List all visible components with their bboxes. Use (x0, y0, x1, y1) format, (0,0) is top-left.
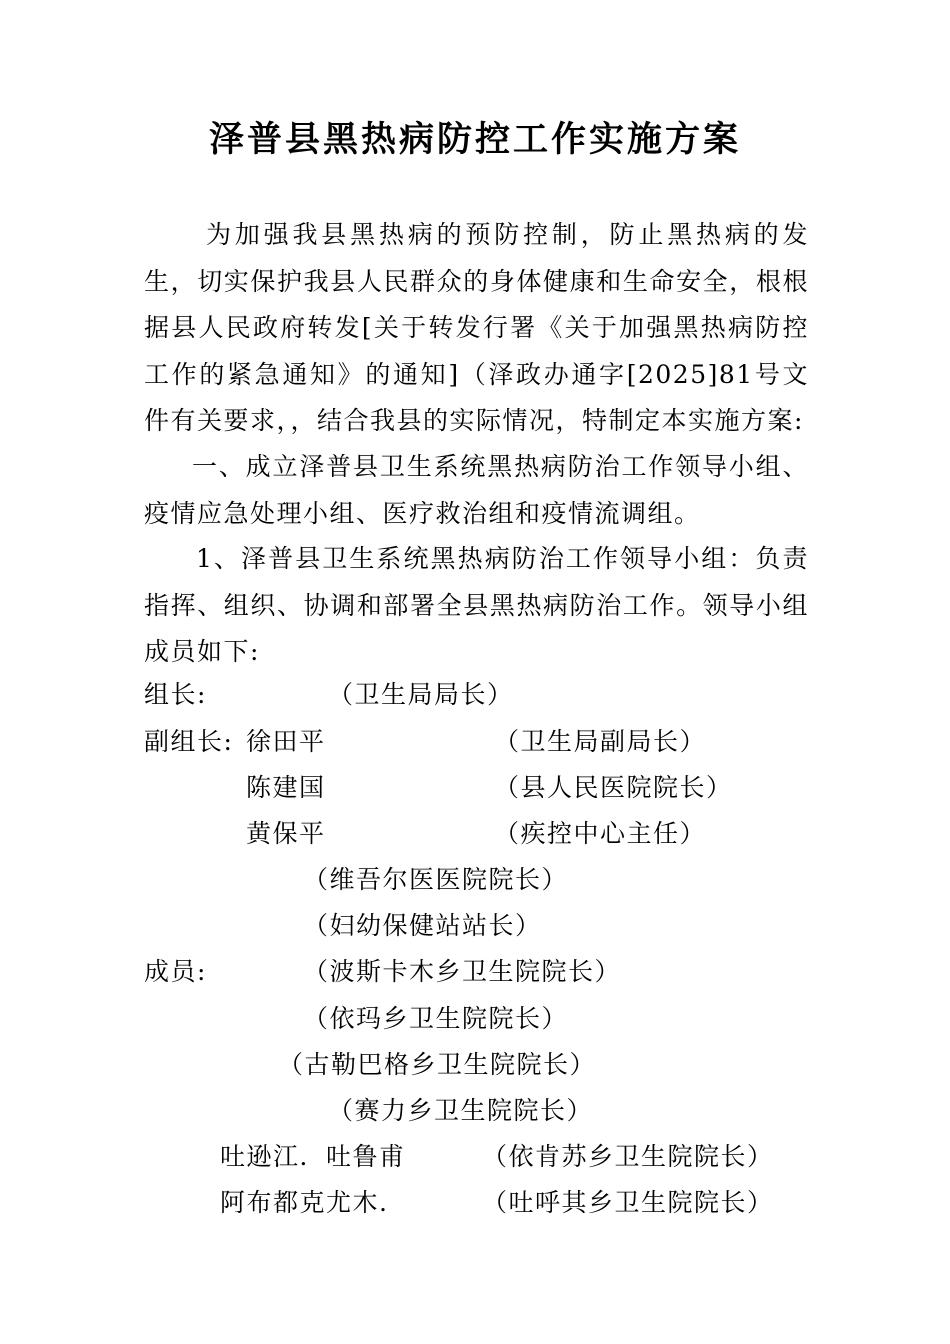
member-role: （古勒巴格乡卫生院院长） (278, 1050, 597, 1079)
leader-role: （卫生局局长） (328, 680, 514, 709)
member-role: （妇幼保健站站长） (303, 911, 542, 940)
deputy-role: （县人民医院院长） (494, 773, 733, 802)
deputy-label: 副组长: (144, 727, 234, 756)
document-title: 泽普县黑热病防控工作实施方案 (208, 119, 741, 160)
leader-label: 组长: (144, 680, 207, 709)
deputy-role: （卫生局副局长） (494, 727, 707, 756)
member-label: 成员: (144, 957, 207, 986)
member-name: 阿布都克尤木. (220, 1188, 389, 1217)
deputy-role: （疾控中心主任） (494, 819, 707, 848)
member-role: （依玛乡卫生院院长） (303, 1004, 569, 1033)
member-role: （波斯卡木乡卫生院院长） (303, 957, 622, 986)
item-one-paragraph: 1、泽普县卫生系统黑热病防治工作领导小组：负责指挥、组织、协调和部署全县黑热病防治工作。领导小组成员如下: (144, 544, 809, 666)
deputy-name: 徐田平 (246, 727, 326, 756)
member-role: （依肯苏乡卫生院院长） (482, 1142, 774, 1171)
deputy-name: 黄保平 (246, 819, 326, 848)
member-role: （吐呼其乡卫生院院长） (482, 1188, 774, 1217)
section-one-heading: 一、成立泽普县卫生系统黑热病防治工作领导小组、疫情应急处理小组、医疗救治组和疫情流调组。 (144, 452, 809, 528)
deputy-name: 陈建国 (246, 773, 326, 802)
member-name: 吐逊江．吐鲁甫 (220, 1142, 406, 1171)
member-role: （赛力乡卫生院院长） (328, 1096, 594, 1125)
member-role: （维吾尔医医院院长） (303, 865, 569, 894)
intro-paragraph: 为加强我县黑热病的预防控制，防止黑热病的发生，切实保护我县人民群众的身体健康和生命安全，根根据县人民政府转发[关于转发行署《关于加强黑热病防控工作的紧急通知》的通知]（泽政办通字[2025]81号文件有关要求，，结合我县的实际情况，特制定本实施方案: (144, 220, 809, 435)
